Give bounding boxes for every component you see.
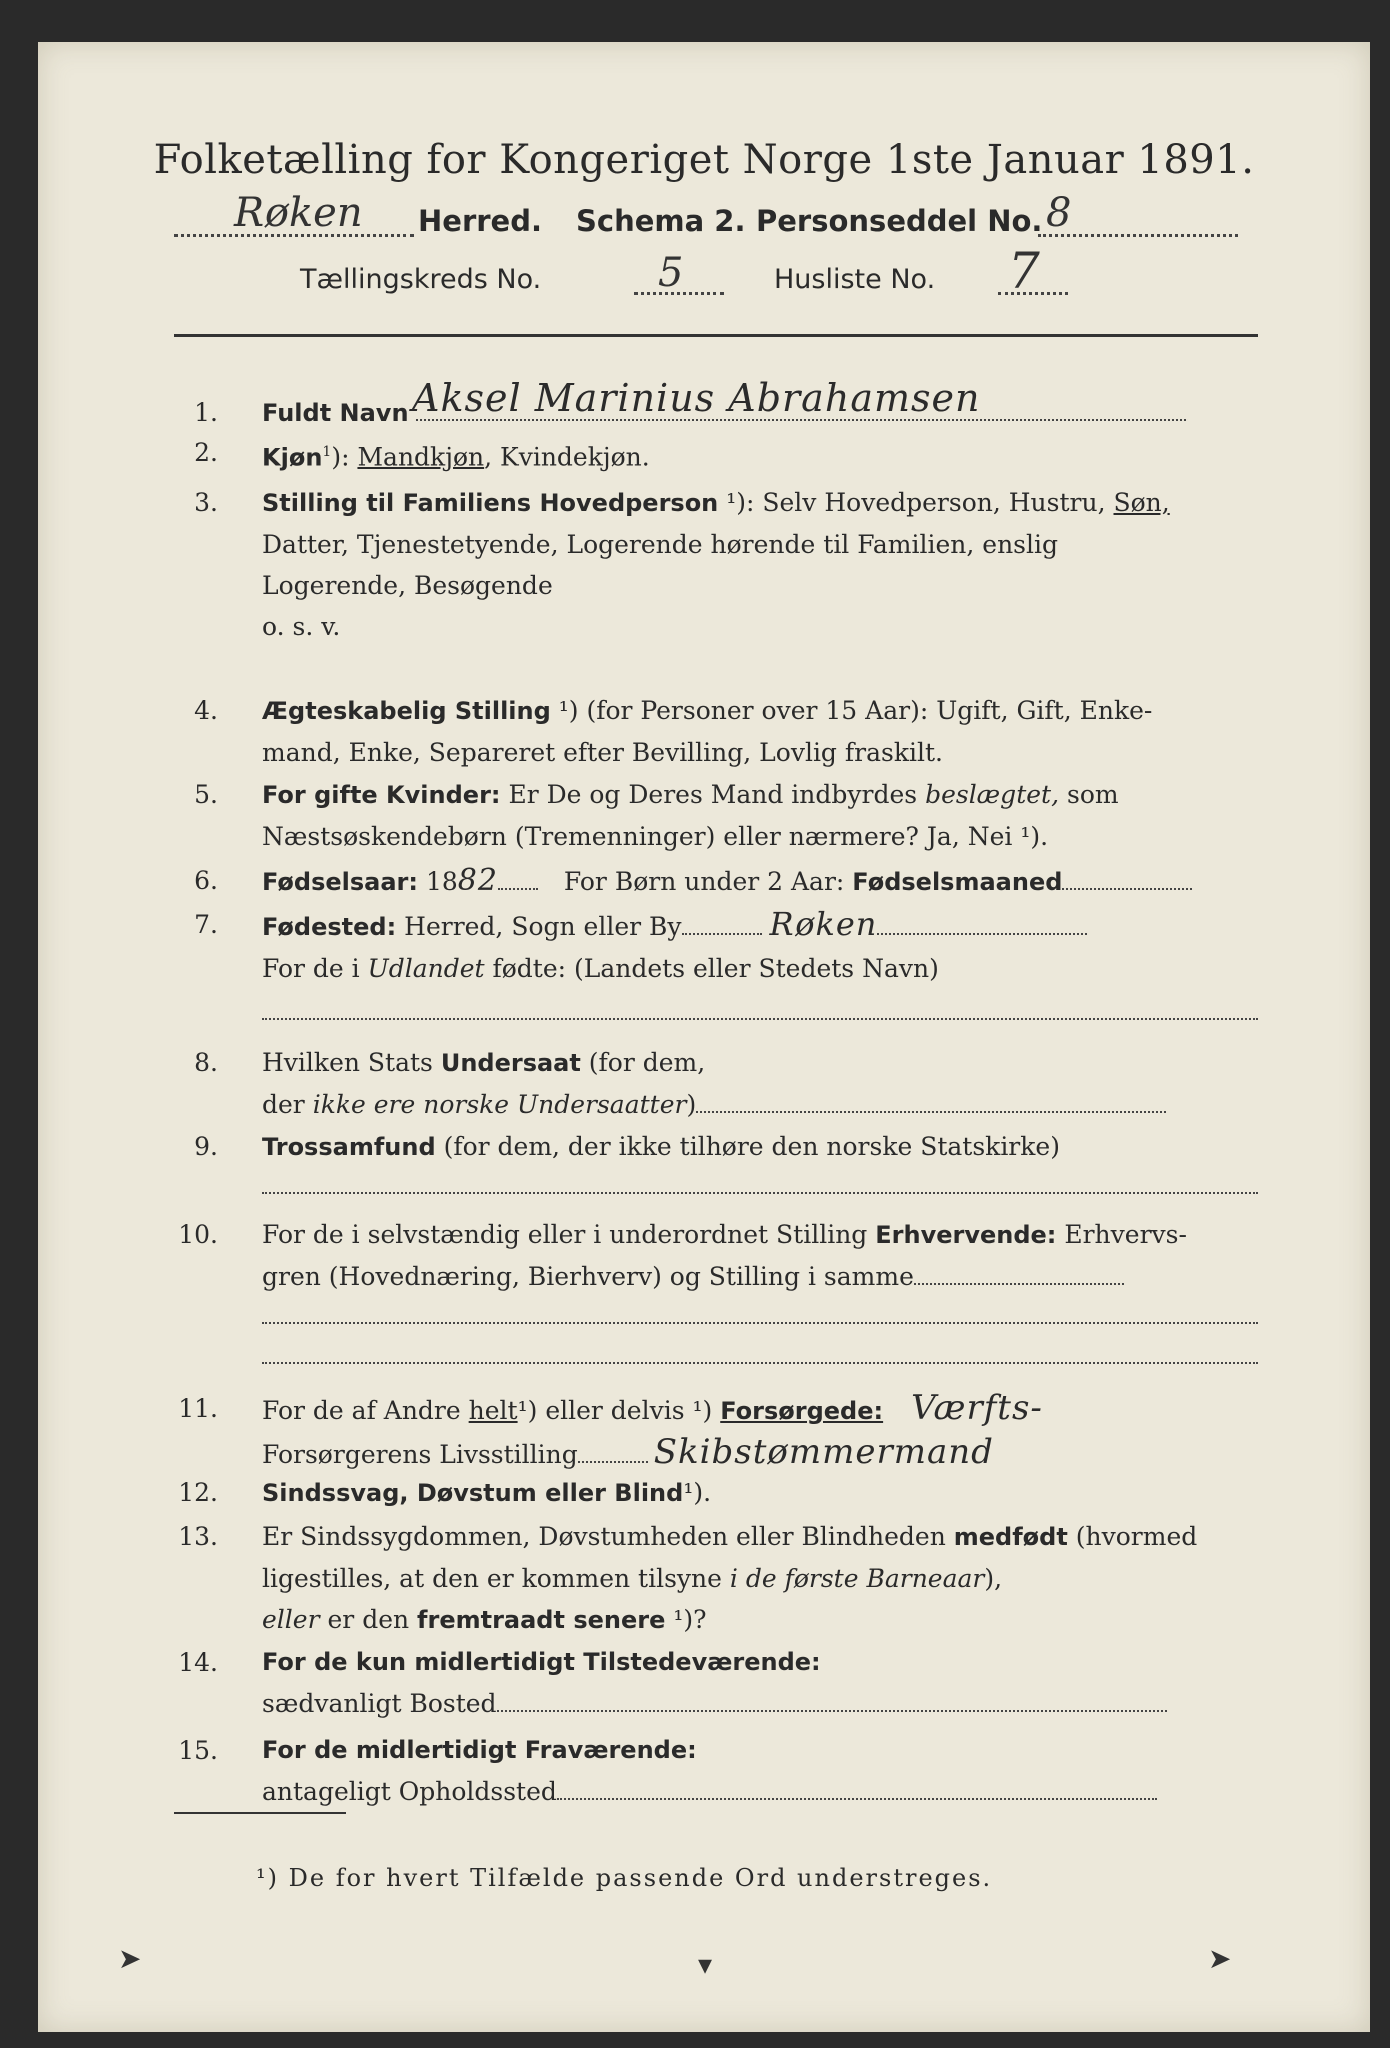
item-text: (hvormed (1075, 1522, 1198, 1551)
item-text: beslægtet, (925, 780, 1060, 809)
item-number: 11. (178, 1394, 218, 1423)
item-text: eller (262, 1605, 320, 1634)
item-text: som (1066, 780, 1119, 809)
item-number: 15. (178, 1736, 218, 1765)
item-text: Udlandet (367, 954, 485, 983)
item-number: 4. (194, 696, 218, 725)
census-form: Folketælling for Kongeriget Norge 1ste Januar 1891. Røken Herred. Schema 2. Personseddel No. 8 Tællingskreds No. 5 Husliste No. 7 1. Fuldt Navn Aksel Marinius Abrahamsen 2. Kjøn$^1$): Mandkjøn, Kvindekjøn. 3. Stilling til Familiens Hovedperson ¹): Selv Hovedperson, Hustru, Søn, Datter, Tjenestetyende, Logerende hørende til Familien, enslig Logerende, Besøgende o. s. v. 4. Ægteskabelig Stilling ¹) (for Personer over 15 Aar): Ugift, Gift, Enke- mand, Enke, Separeret efter Bevilling, Lovlig fraskilt. 5. For gifte Kvinder: Er De og Deres Mand indbyrdes beslægtet, som Næstsøskendebørn (Tremenninger) eller nærmere? Ja, Nei ¹). 6. Fødselsaar: 1882 For Børn under 2 Aar: Fødselsmaaned 7. Fødested: Herred, Sogn eller By Røken For de i Udlandet fødte: (Landets eller Stedets Navn) 8. Hvilken Stats Undersaat (for dem, der ikke ere norske Undersaatter) 9. Trossamfund (for dem, der ikke tilhøre den norske Statskirke) 10. For de i selvstændig eller i underordnet Stilling Erhvervende: Erhvervs- gren (Hovednæring, Bierhverv) og Stilling i samme 11. For de af Andre helt¹) eller delvis ¹) Forsørgede: Værfts- Forsørgerens Livsstilling Skibstømmermand 12. Sindssvag, Døvstum eller Blind¹). 13. Er Sindssygdommen, Døvstumheden eller Blindheden medfødt (hvormed ligestilles, at den er kommen tilsyne i de første Barneaar), eller er den fremtraadt senere ¹)? 14. For de kun midlertidigt Tilstedeværende: sædvanligt Bosted 15. For de midlertidigt Fraværende: antageligt Opholdssted ¹) De for hvert Tilfælde passende Ord understreges. ➤ ▾ ➤ (38, 42, 1370, 2032)
item-text: Næstsøskendebørn (Tremenninger) eller nærmere? Ja, Nei ¹). (262, 822, 1049, 851)
item-text: ): Selv Hovedperson, Hustru, (736, 488, 1106, 517)
item-text: fødte: (Landets eller Stedets Navn) (492, 954, 939, 983)
item-text: der (262, 1090, 305, 1119)
item-text: Er De og Deres Mand indbyrdes (508, 780, 918, 809)
item-label: Ægteskabelig Stilling (262, 697, 551, 725)
husliste-value: 7 (1008, 242, 1040, 300)
item-text: Erhvervs- (1064, 1220, 1187, 1249)
item-text: Hvilken Stats (262, 1048, 433, 1077)
birth-year-prefix: 18 (425, 867, 458, 896)
blank-line (262, 1362, 1258, 1364)
item-number: 6. (194, 866, 218, 895)
item-text: ikke ere norske Undersaatter (312, 1090, 687, 1119)
sex-options: , Kvindekjøn. (484, 442, 650, 472)
item-text: For Børn under 2 Aar: (563, 867, 845, 896)
item-number: 10. (178, 1220, 218, 1249)
husliste-label: Husliste No. (774, 264, 936, 295)
item-label: Sindssvag, Døvstum eller Blind (262, 1479, 684, 1507)
item-number: 1. (194, 398, 218, 427)
item-label: Fuldt Navn (262, 399, 409, 427)
item-text: Herred, Sogn eller By (404, 912, 682, 941)
item-text: mand, Enke, Separeret efter Bevilling, Lovlig fraskilt. (262, 738, 943, 767)
blank-line (262, 1192, 1258, 1194)
form-title: Folketælling for Kongeriget Norge 1ste Januar 1891. (153, 137, 1255, 183)
item-text: er den (327, 1605, 410, 1634)
blank-line (262, 1322, 1258, 1324)
item-text: ¹). (683, 1478, 712, 1507)
item-text: Er Sindssygdommen, Døvstumheden eller Blindheden (262, 1522, 946, 1551)
herred-value: Røken (234, 190, 363, 236)
sex-male-underlined: Mandkjøn (357, 442, 485, 472)
item-number: 7. (194, 910, 218, 939)
item-label: Forsørgede: (720, 1397, 884, 1425)
item-label: Fødested: (262, 913, 397, 941)
header-rule (174, 334, 1258, 337)
item-number: 3. (194, 488, 218, 517)
item-text: ligestilles, at den er kommen tilsyne (262, 1564, 722, 1593)
item-text: For de af Andre (262, 1396, 461, 1425)
item-label: For de kun midlertidigt Tilstedeværende: (262, 1648, 821, 1676)
item-text: ), (984, 1564, 1003, 1593)
footnote-rule (174, 1812, 346, 1814)
position-son-underlined: Søn, (1113, 488, 1170, 517)
item-label: Fødselsaar: (262, 868, 418, 896)
personseddel-label: Personseddel No. (756, 204, 1043, 238)
birthplace-value: Røken (769, 905, 878, 943)
supported-fully-underlined: helt (468, 1396, 518, 1425)
item-label: Kjøn (262, 443, 323, 472)
kreds-value: 5 (658, 250, 684, 296)
footnote-ref: 1 (322, 444, 332, 460)
item-label: Fødselsmaaned (852, 868, 1063, 896)
item-number: 14. (178, 1648, 218, 1677)
item-text: ) (686, 1090, 697, 1119)
item-number: 8. (194, 1048, 218, 1077)
full-name-value: Aksel Marinius Abrahamsen (412, 376, 981, 420)
item-text: (for dem, der ikke tilhøre den norske Statskirke) (443, 1132, 1060, 1161)
item-number: 12. (178, 1478, 218, 1507)
item-label: Trossamfund (262, 1133, 436, 1161)
item-text: For de i selvstændig eller i underordnet Stilling (262, 1220, 868, 1249)
blank-line (262, 1018, 1258, 1020)
item-text: gren (Hovednæring, Bierhverv) og Stilling i samme (262, 1262, 914, 1291)
item-text: Datter, Tjenestetyende, Logerende hørende til Familien, enslig (262, 530, 1059, 559)
item-text: Logerende, Besøgende (262, 571, 553, 600)
item-number: 2. (194, 438, 218, 467)
corner-mark-right: ➤ (1208, 1942, 1232, 1975)
item-text: o. s. v. (262, 612, 341, 641)
provider-occupation-value-1: Værfts- (911, 1388, 1043, 1428)
item-label: fremtraadt senere (417, 1606, 666, 1634)
item-label: Stilling til Familiens Hovedperson (262, 489, 719, 517)
item-label: Undersaat (440, 1049, 581, 1077)
item-text: Forsørgerens Livsstilling (262, 1440, 578, 1469)
item-label: Erhvervende: (875, 1221, 1057, 1249)
item-number: 13. (178, 1522, 218, 1551)
footnote: ¹) De for hvert Tilfælde passende Ord understreges. (256, 1864, 993, 1892)
item-text: ) (for Personer over 15 Aar): Ugift, Gift, Enke- (568, 696, 1153, 725)
corner-mark-center: ▾ (698, 1948, 713, 1981)
schema-label: Schema 2. (576, 204, 746, 238)
item-number: 5. (194, 780, 218, 809)
item-text: For de i (262, 954, 360, 983)
item-text: i de første Barneaar (729, 1564, 985, 1593)
item-label: For de midlertidigt Fraværende: (262, 1736, 697, 1764)
item-number: 9. (194, 1132, 218, 1161)
item-text: ) eller delvis ¹) (527, 1396, 713, 1425)
personseddel-value: 8 (1046, 190, 1072, 236)
birth-year-value: 82 (457, 863, 498, 898)
item-text: antageligt Opholdssted (262, 1777, 557, 1806)
herred-label: Herred. (418, 204, 542, 238)
kreds-label: Tællingskreds No. (300, 264, 542, 295)
provider-occupation-value-2: Skibstømmermand (653, 1432, 994, 1472)
item-label: medfødt (953, 1523, 1068, 1551)
item-text: (for dem, (588, 1048, 706, 1077)
item-text: ¹)? (673, 1605, 707, 1634)
corner-mark-left: ➤ (118, 1942, 142, 1975)
item-text: sædvanligt Bosted (262, 1689, 497, 1718)
item-label: For gifte Kvinder: (262, 781, 501, 809)
